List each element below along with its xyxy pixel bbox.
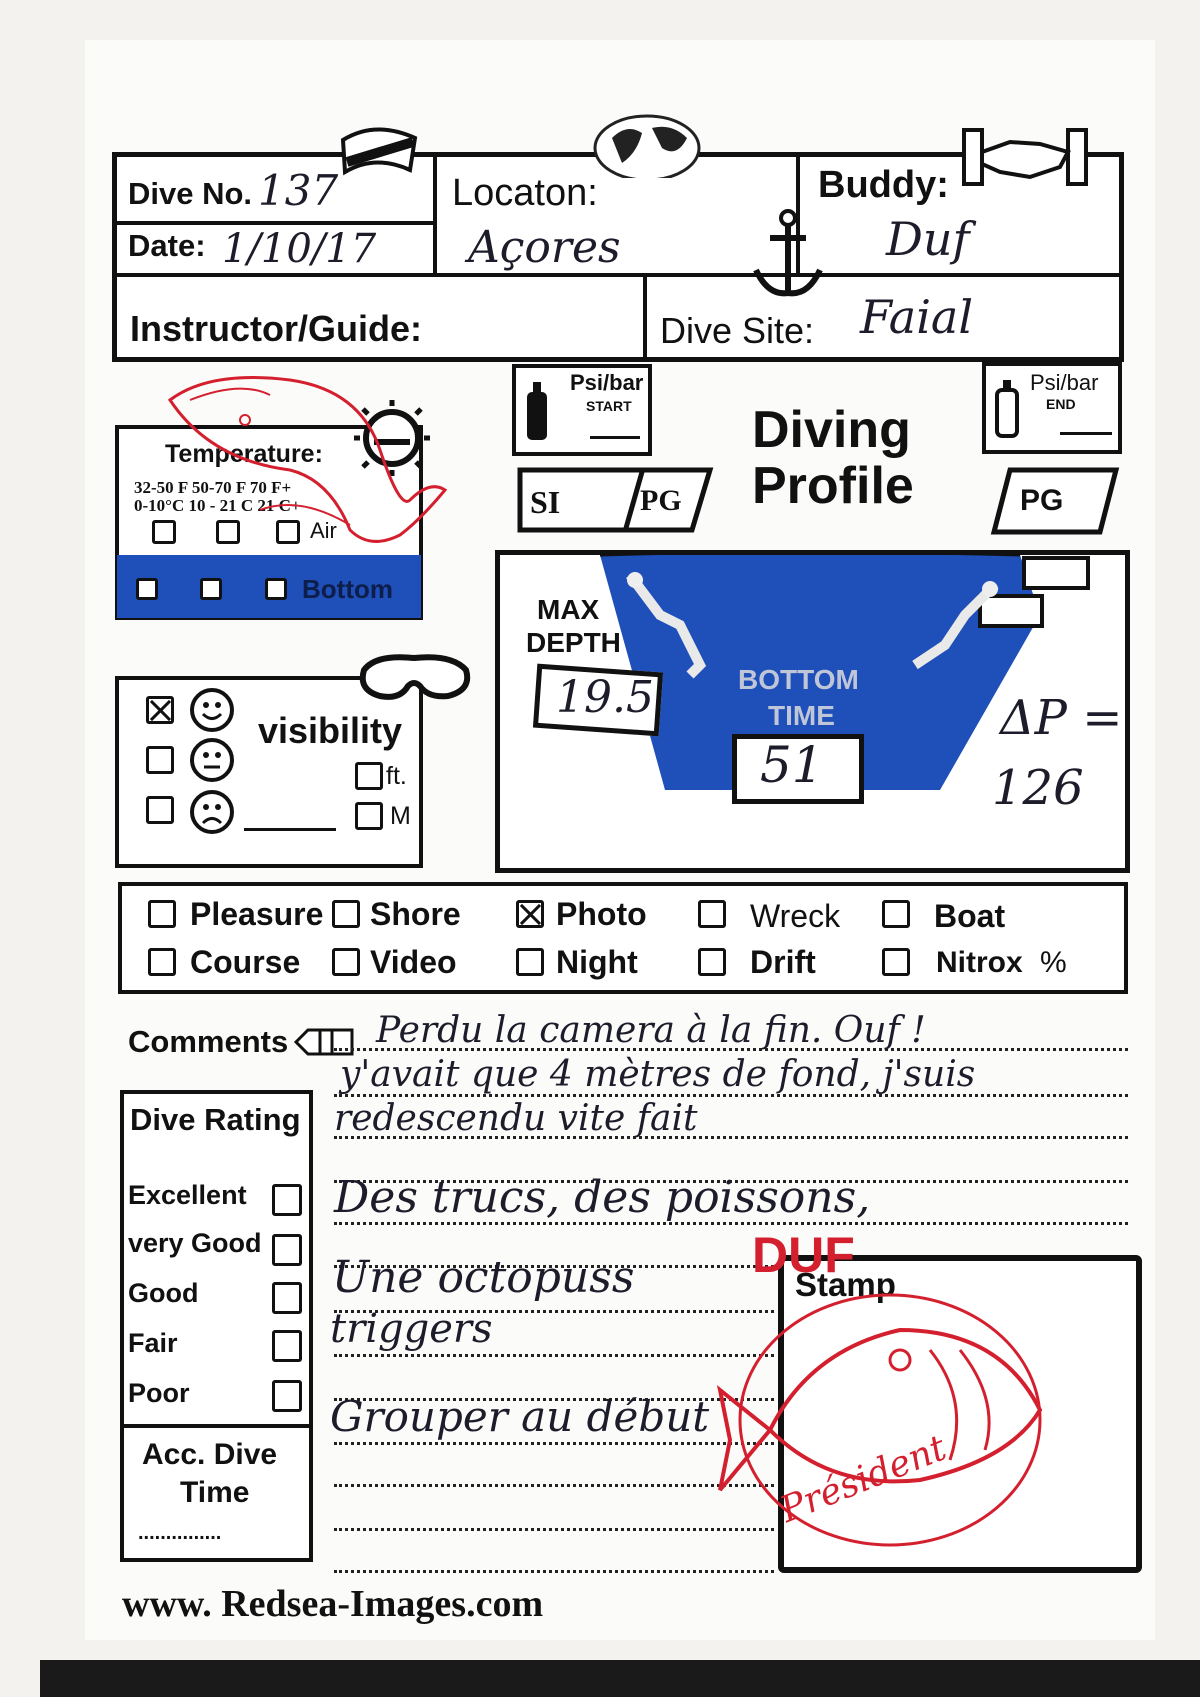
diver-ascending-icon <box>905 575 1005 685</box>
rating-poor-label: Poor <box>128 1378 190 1408</box>
end-label: END <box>1046 396 1076 412</box>
handshake-icon <box>960 122 1090 192</box>
visibility-good-checkbox[interactable] <box>146 696 174 724</box>
rating-excellent-checkbox[interactable] <box>272 1184 302 1216</box>
dive-type-night-label: Night <box>556 944 638 980</box>
rating-divider <box>122 1424 311 1428</box>
max-depth-label-2: DEPTH <box>526 627 621 658</box>
dive-rating-title: Dive Rating <box>130 1102 301 1137</box>
visibility-m-label: M <box>390 802 411 830</box>
location-value[interactable]: Açores <box>468 222 621 273</box>
instructor-label: Instructor/Guide: <box>130 308 423 349</box>
dive-site-label: Dive Site: <box>660 310 815 351</box>
pg-label-right: PG <box>1020 484 1064 517</box>
comment-line-13 <box>334 1570 774 1573</box>
psi-start-label: Psi/bar <box>570 370 644 395</box>
max-depth-label-1: MAX <box>537 594 600 625</box>
dive-type-course-checkbox[interactable] <box>148 948 176 976</box>
stamp-fish-icon <box>700 1290 1060 1570</box>
pg-label-left: PG <box>640 484 682 517</box>
comment-text-6[interactable]: triggers <box>330 1306 493 1352</box>
dive-type-video-checkbox[interactable] <box>332 948 360 976</box>
visibility-value-line[interactable] <box>244 828 336 831</box>
comment-text-4[interactable]: Des trucs, des poissons, <box>334 1172 871 1223</box>
visibility-ft-label: ft. <box>386 762 407 790</box>
temp-bottom-checkbox-1[interactable] <box>136 578 158 600</box>
dive-type-drift-label: Drift <box>750 944 816 980</box>
temp-bottom-checkbox-3[interactable] <box>265 578 287 600</box>
delta-p-note-1: ΔP = <box>1000 690 1123 746</box>
date-label: Date: <box>128 228 206 263</box>
dive-type-shore-checkbox[interactable] <box>332 900 360 928</box>
header-divider-v1 <box>433 155 437 275</box>
dive-type-course-label: Course <box>190 944 301 980</box>
date-value[interactable]: 1/10/17 <box>222 226 377 272</box>
dive-flag-icon <box>335 120 425 200</box>
bottom-time-value[interactable]: 51 <box>760 736 824 794</box>
dive-type-photo-label: Photo <box>556 896 647 932</box>
stamp-label: Stamp <box>795 1266 896 1303</box>
visibility-m-checkbox[interactable] <box>355 802 383 830</box>
start-label: START <box>586 398 632 414</box>
rating-very-good-checkbox[interactable] <box>272 1234 302 1266</box>
temperature-label: Temperature: <box>165 440 323 468</box>
dive-type-shore-label: Shore <box>370 896 461 932</box>
dive-type-boat-checkbox[interactable] <box>882 900 910 928</box>
psi-end-value-line[interactable] <box>1060 432 1112 435</box>
smiley-neutral-icon <box>190 738 234 782</box>
rating-fair-checkbox[interactable] <box>272 1330 302 1362</box>
dive-type-pleasure-label: Pleasure <box>190 896 324 932</box>
dive-type-video-label: Video <box>370 944 457 980</box>
temperature-range-c: 0-10°C 10 - 21 C 21 C+ <box>134 496 301 515</box>
whale-doodle-icon <box>150 360 450 580</box>
buddy-value[interactable]: Duf <box>886 212 970 266</box>
max-depth-value[interactable]: 19.5 <box>556 672 654 723</box>
temp-bottom-checkbox-2[interactable] <box>200 578 222 600</box>
comment-text-7[interactable]: Grouper au début <box>330 1392 710 1441</box>
dive-type-boat-label: Boat <box>934 898 1006 934</box>
dive-type-drift-checkbox[interactable] <box>698 948 726 976</box>
dive-no-value[interactable]: 137 <box>258 166 339 215</box>
comment-text-3[interactable]: redescendu vite fait <box>334 1098 698 1139</box>
bottom-label: Bottom <box>302 574 393 604</box>
visibility-medium-checkbox[interactable] <box>146 746 174 774</box>
page-bottom-shadow <box>40 1660 1200 1697</box>
si-label: SI <box>530 484 561 520</box>
rating-good-label: Good <box>128 1278 199 1308</box>
tank-end-icon <box>994 378 1020 440</box>
bottom-time-label-1: BOTTOM <box>738 664 859 695</box>
dive-mask-icon <box>356 650 474 712</box>
footer-website[interactable]: www. Redsea-Images.com <box>122 1583 544 1625</box>
smiley-sad-icon <box>190 790 234 834</box>
comment-text-1[interactable]: Perdu la camera à la fin. Ouf ! <box>376 1010 926 1051</box>
header-divider-h2 <box>115 273 1121 277</box>
smiley-happy-icon <box>190 688 234 732</box>
dive-type-photo-checkbox[interactable] <box>516 900 544 928</box>
delta-p-note-2: 126 <box>992 760 1084 816</box>
acc-dive-label: Acc. Dive <box>142 1438 278 1471</box>
air-label: Air <box>310 518 337 543</box>
comment-text-5[interactable]: Une octopuss <box>332 1252 635 1303</box>
dive-type-nitrox-label: Nitrox <box>936 946 1023 979</box>
dive-type-wreck-label: Wreck <box>750 898 841 934</box>
dive-type-wreck-checkbox[interactable] <box>698 900 726 928</box>
visibility-ft-checkbox[interactable] <box>355 762 383 790</box>
bottom-time-label-2: TIME <box>768 700 835 731</box>
buddy-label: Buddy: <box>818 164 949 206</box>
acc-dive-time-value[interactable]: ............... <box>138 1522 222 1544</box>
header-divider-h1 <box>115 221 435 225</box>
acc-time-label: Time <box>180 1476 250 1509</box>
visibility-poor-checkbox[interactable] <box>146 796 174 824</box>
dive-type-nitrox-checkbox[interactable] <box>882 948 910 976</box>
diving-profile-title-1: Diving <box>752 401 911 459</box>
profile-step-box-1 <box>1022 556 1090 590</box>
comments-label: Comments <box>128 1024 289 1059</box>
temperature-range-f: 32-50 F 50-70 F 70 F+ <box>134 478 292 497</box>
dive-no-label: Dive No. <box>128 176 253 211</box>
psi-end-label: Psi/bar <box>1030 370 1099 395</box>
globe-icon <box>592 108 702 178</box>
rating-poor-checkbox[interactable] <box>272 1380 302 1412</box>
rating-excellent-label: Excellent <box>128 1180 247 1210</box>
nitrox-percent-label: % <box>1040 946 1067 979</box>
anchor-icon <box>748 208 828 303</box>
rating-fair-label: Fair <box>128 1328 178 1358</box>
dive-type-night-checkbox[interactable] <box>516 948 544 976</box>
psi-start-value-line[interactable] <box>590 436 640 439</box>
stamp-duf-text: DUF <box>752 1227 855 1283</box>
dive-type-pleasure-checkbox[interactable] <box>148 900 176 928</box>
dive-site-value[interactable]: Faial <box>860 290 974 344</box>
tank-start-icon <box>524 380 550 442</box>
rating-very-good-label: very Good <box>128 1228 262 1258</box>
visibility-label: visibility <box>258 710 403 751</box>
comment-text-2[interactable]: y'avait que 4 mètres de fond, j'suis <box>340 1054 976 1095</box>
diver-descending-icon <box>620 565 720 685</box>
diving-profile-title-2: Profile <box>752 457 914 515</box>
stamp-president-text: Président <box>774 1427 953 1531</box>
location-label: Locaton: <box>452 172 598 214</box>
header-divider-v3 <box>643 275 647 359</box>
rating-good-checkbox[interactable] <box>272 1282 302 1314</box>
